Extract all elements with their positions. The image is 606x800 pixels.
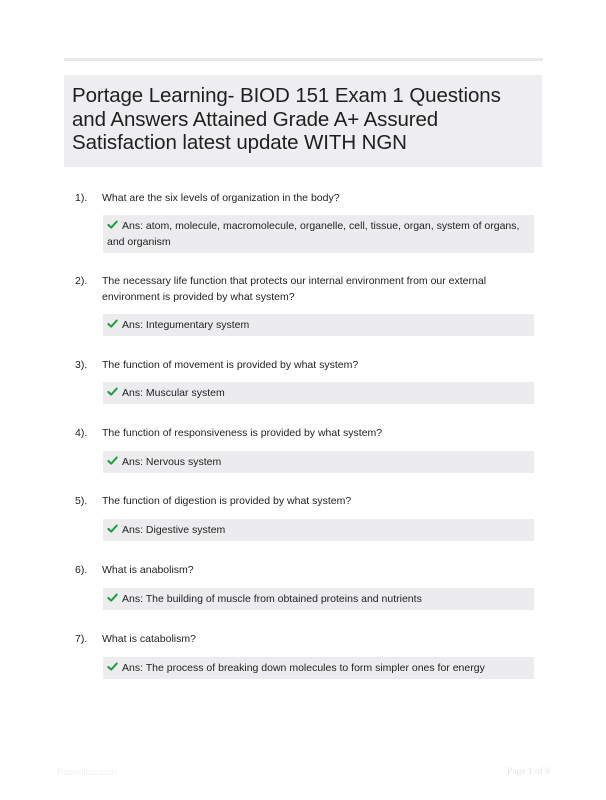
question-text: The necessary life function that protects our internal environment from our external environment is provided by what system? <box>102 275 487 303</box>
question-number: 2). <box>75 275 88 287</box>
answer-text: Ans: The building of muscle from obtained proteins and nutrients <box>122 593 422 605</box>
question-text: What is catabolism? <box>102 633 196 645</box>
check-icon <box>107 318 118 329</box>
page-number: Page 1 of 9 <box>507 767 551 777</box>
title-banner <box>64 75 542 167</box>
document-title: Portage Learning- BIOD 151 Exam 1 Questions and Answers Attained Grade A+ Assured Satisfaction latest update WITH NGN <box>72 84 501 154</box>
answer-box <box>103 519 534 541</box>
answer-text: Ans: Nervous system <box>122 456 222 468</box>
question-number: 1). <box>75 192 88 204</box>
question-text: What are the six levels of organization in the body? <box>102 192 340 204</box>
footer-watermark: Papertibic.com <box>57 767 117 777</box>
check-icon <box>107 219 118 230</box>
answer-text: Ans: The process of breaking down molecules to form simpler ones for energy <box>122 662 485 674</box>
question-text: The function of movement is provided by what system? <box>102 359 359 371</box>
question-text: The function of digestion is provided by what system? <box>102 495 352 507</box>
answer-box <box>103 657 534 679</box>
answer-box <box>103 382 534 404</box>
answer-box <box>103 588 534 610</box>
answer-box <box>103 314 534 336</box>
question-text: What is anabolism? <box>102 564 194 576</box>
question-text: The function of responsiveness is provided by what system? <box>102 427 383 439</box>
question-number: 5). <box>75 495 88 507</box>
answer-box <box>103 215 534 253</box>
check-icon <box>107 661 118 672</box>
question-number: 7). <box>75 633 88 645</box>
question-number: 3). <box>75 359 88 371</box>
check-icon <box>107 523 118 534</box>
question-number: 6). <box>75 564 88 576</box>
answer-text: Ans: Integumentary system <box>122 319 250 331</box>
check-icon <box>107 386 118 397</box>
check-icon <box>107 455 118 466</box>
answer-text: Ans: Muscular system <box>122 387 225 399</box>
check-icon <box>107 592 118 603</box>
answer-text: Ans: atom, molecule, macromolecule, organelle, cell, tissue, organ, system of organs, and organism <box>107 220 520 248</box>
question-number: 4). <box>75 427 88 439</box>
top-divider <box>64 58 543 61</box>
answer-text: Ans: Digestive system <box>122 524 226 536</box>
answer-box <box>103 451 534 473</box>
